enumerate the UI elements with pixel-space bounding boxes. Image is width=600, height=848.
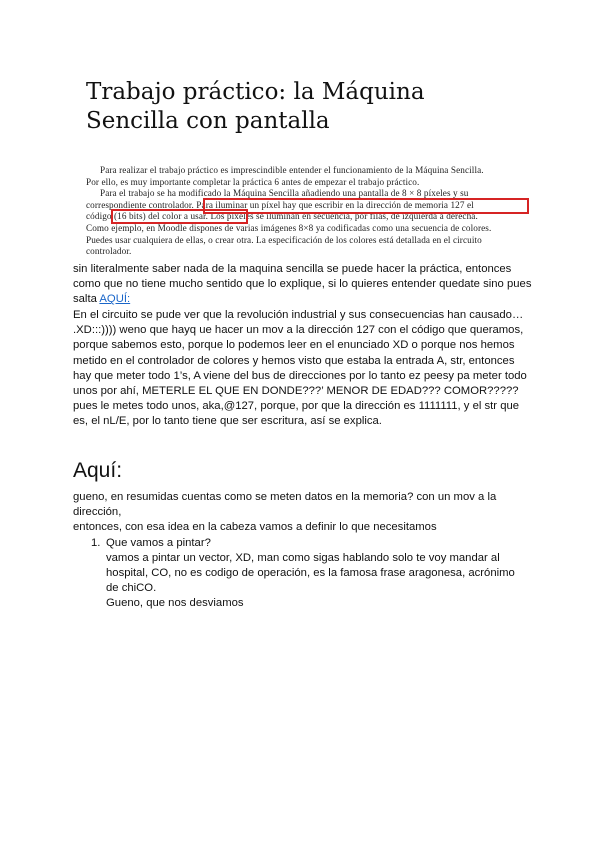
list-item	[73, 536, 523, 612]
circuit-text: En el circuito se pude ver que la revolución industrial y sus consecuencias han causado… .XD:::)))) weno que hayq ue hacer un mov a la dirección 127 con el código que queramos, porque sabemos esto, porque lo podemos leer en el enunciado XD o porque nos hemos metido en el controlador de colores y hemos visto que estaba la entrada A, str, entonces hay que meter todo 1’s, A viene del bus de direcciones por lo tanto ez peesy pa meter todo unos por ahí, METERLE EL QUE EN DONDE???’ MENOR DE EDAD??? COMOR????? pues le metes todo unos, aka,@127, porque, por que la dirección es 1111111, y el str que es, el nL/E, por lo tanto tiene que ser escritura, así se explica.	[73, 309, 527, 428]
assignment-excerpt-image	[86, 78, 526, 258]
excerpt-title-line1: Trabajo práctico: la Máquina	[86, 79, 425, 105]
intro-text: sin literalmente saber nada de la maquina sencilla se puede hacer la práctica, entonces como que no tiene mucho sentido que lo explique, si lo quieres entender quedate sino pues salta	[73, 263, 532, 306]
excerpt-line: Por ello, es muy importante completar la práctica 6 antes de empezar el trabajo práctico.	[86, 176, 420, 187]
steps-list	[73, 536, 523, 612]
list-item-detail: vamos a pintar un vector, XD, man como sigas hablando solo te voy mandar al hospital, CO, no es codigo de operación, es la famosa frase aragonesa, acrónimo de chiCO.	[106, 551, 515, 595]
section-line: entonces, con esa idea en la cabeza vamos a definir lo que necesitamos	[73, 521, 437, 534]
list-item-extra: Gueno, que nos desviamos	[106, 597, 244, 610]
list-item-title: Que vamos a pintar?	[106, 536, 211, 549]
excerpt-line: código (16 bits) del color a usar. Los píxeles se iluminan en secuencia, por filas, de izquierda a derecha.	[86, 211, 478, 222]
list-number: 1.	[91, 536, 101, 549]
excerpt-title	[86, 78, 526, 136]
jump-link[interactable]: AQUÍ:	[99, 293, 131, 306]
intro-paragraph	[73, 262, 533, 308]
excerpt-line: controlador.	[86, 246, 132, 257]
circuit-paragraph	[73, 308, 533, 430]
section-line: gueno, en resumidas cuentas como se meten datos en la memoria? con un mov a la dirección,	[73, 491, 497, 519]
excerpt-line: correspondiente controlador. Para iluminar un píxel hay que escribir en la dirección de memoria 127 el	[86, 199, 474, 210]
section-heading: Aquí:	[73, 459, 123, 482]
excerpt-line: Para realizar el trabajo práctico es imprescindible entender el funcionamiento de la Máquina Sencilla.	[100, 165, 484, 175]
section-body	[73, 490, 523, 612]
excerpt-title-line2: Sencilla con pantalla	[86, 108, 330, 134]
excerpt-line: Puedes usar cualquiera de ellas, o crear otra. La especificación de los colores está detallada en el circuito	[86, 234, 482, 245]
excerpt-line: Como ejemplo, en Moodle dispones de varias imágenes 8×8 ya codificadas como una secuencia de colores.	[86, 222, 492, 233]
excerpt-line: Para el trabajo se ha modificado la Máquina Sencilla añadiendo una pantalla de 8 × 8 píxeles y su	[100, 188, 469, 199]
highlight-box	[111, 209, 248, 224]
highlight-box	[203, 198, 529, 214]
